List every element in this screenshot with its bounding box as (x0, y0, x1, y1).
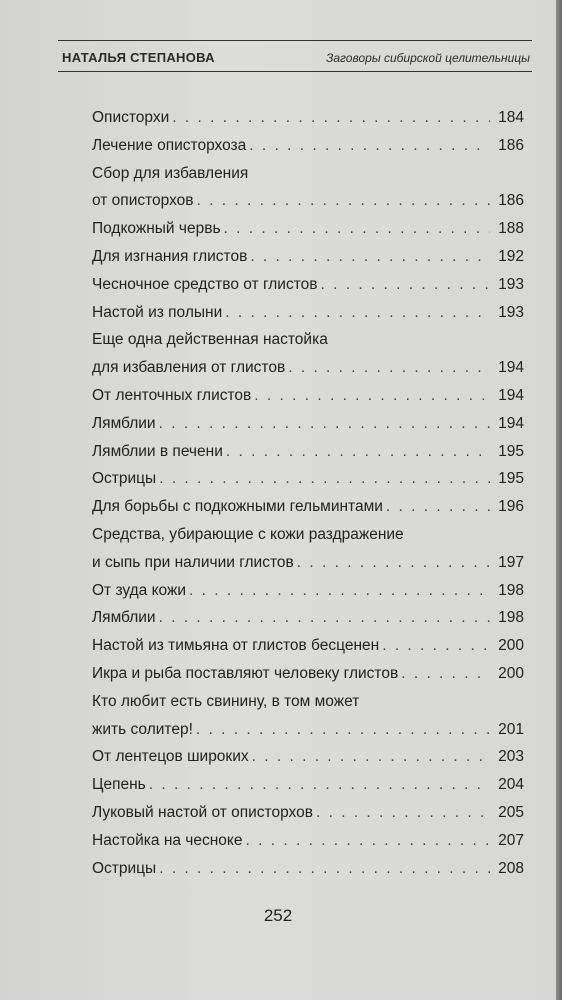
toc-entry (92, 632, 524, 660)
toc-line (92, 632, 524, 660)
toc-line (92, 354, 524, 382)
toc-page-number: 201 (498, 720, 524, 738)
toc-leader-dots (225, 299, 490, 327)
toc-entry-title: для избавления от глистов (92, 359, 286, 377)
toc-entry-title: Описторхи (92, 109, 170, 126)
toc-page-number: 198 (498, 581, 524, 599)
toc-page-number: 196 (498, 498, 524, 516)
toc-leader-dots (159, 465, 490, 493)
toc-line (92, 855, 524, 883)
toc-entry (92, 827, 524, 855)
toc-line (92, 299, 524, 327)
toc-leader-dots (320, 271, 490, 299)
toc-entry-title: Лямблии в печени (92, 442, 223, 460)
toc-entry-title: От зуда кожи (92, 581, 187, 599)
header-book-title: Заговоры сибирской целительницы (325, 51, 530, 65)
toc-entry-title: Еще одна действенная настойка (92, 331, 328, 349)
page-number: 252 (263, 906, 293, 925)
toc-entry-title: От ленточных глистов (92, 386, 252, 404)
toc-entry (92, 799, 524, 827)
toc-entry-title: От лентецов широких (92, 748, 249, 766)
toc-page-number: 208 (498, 859, 524, 877)
toc-entry (92, 771, 524, 799)
toc-entry-title: Чесночное средство от глистов (92, 275, 318, 293)
toc-entry-title: и сыпь при наличии глистов (92, 553, 294, 571)
toc-entry-title: Лямблии (92, 414, 156, 432)
toc-page-number: 205 (498, 803, 524, 821)
page-edge-shadow (556, 0, 562, 1000)
toc-line (92, 326, 524, 354)
toc-line (92, 716, 524, 744)
toc-entry (92, 104, 524, 132)
toc-entry-title: Цепень (92, 776, 146, 794)
toc-leader-dots (197, 187, 490, 215)
toc-line (92, 410, 524, 438)
toc-line (92, 243, 524, 271)
toc-entry-title: от описторхов (92, 192, 194, 210)
toc-entry (92, 855, 524, 883)
toc-line (92, 549, 524, 577)
toc-entry-title: Настой из тимьяна от глистов бесценен (92, 637, 380, 655)
toc-leader-dots (250, 243, 490, 271)
toc-entry-title: Настой из полыни (92, 303, 223, 321)
toc-entry (92, 688, 524, 744)
toc-leader-dots (226, 438, 490, 466)
toc-line (92, 521, 524, 549)
toc-entry-title: Луковый настой от описторхов (92, 803, 313, 821)
toc-entry-title: Острицы (92, 470, 157, 488)
toc-leader-dots (297, 549, 490, 577)
toc-entry (92, 326, 524, 382)
toc-line (92, 688, 524, 716)
toc-leader-dots (386, 493, 490, 521)
toc-leader-dots (382, 632, 490, 660)
toc-leader-dots (196, 716, 490, 744)
toc-page-number: 193 (498, 303, 524, 321)
toc-page-number: 200 (498, 637, 524, 655)
toc-leader-dots (149, 771, 490, 799)
toc-leader-dots (246, 827, 490, 855)
toc-line (92, 493, 524, 521)
toc-page-number: 204 (498, 776, 524, 794)
toc-entry-title: Для изгнания глистов (92, 247, 248, 265)
toc-entry (92, 465, 524, 493)
toc-entry (92, 438, 524, 466)
toc-page-number: 193 (498, 275, 524, 293)
toc-leader-dots (159, 410, 490, 438)
toc-leader-dots (249, 132, 490, 160)
toc-leader-dots (401, 660, 490, 688)
running-header (58, 40, 532, 72)
toc-entry (92, 243, 524, 271)
toc-line (92, 187, 524, 215)
toc-line (92, 771, 524, 799)
header-author: НАТАЛЬЯ СТЕПАНОВА (62, 50, 215, 65)
toc-entry (92, 132, 524, 160)
toc-entry (92, 521, 524, 577)
toc-page-number: 203 (498, 748, 524, 766)
toc-leader-dots (159, 855, 490, 883)
toc-leader-dots (172, 104, 490, 132)
toc-page-number: 192 (498, 247, 524, 265)
toc-line (92, 132, 524, 160)
toc-entry-title: Икра и рыба поставляют человеку глистов (92, 664, 399, 682)
toc-entry-title: Лямблии (92, 609, 156, 627)
toc-leader-dots (224, 215, 490, 243)
toc-leader-dots (189, 577, 490, 605)
toc-line (92, 215, 524, 243)
toc-page-number: 194 (498, 359, 524, 377)
toc-entry (92, 493, 524, 521)
toc-page-number: 195 (498, 442, 524, 460)
toc-page-number: 184 (498, 109, 524, 126)
toc-leader-dots (159, 604, 490, 632)
toc-line (92, 799, 524, 827)
toc-line (92, 382, 524, 410)
toc-entry-title: Острицы (92, 859, 157, 877)
toc-entry (92, 743, 524, 771)
toc-line (92, 160, 524, 188)
toc-entry-title: Лечение описторхоза (92, 136, 247, 154)
toc-line (92, 271, 524, 299)
toc-page-number: 186 (498, 136, 524, 154)
toc-entry (92, 271, 524, 299)
toc-entry-title: Подкожный червь (92, 220, 221, 238)
toc-entry (92, 299, 524, 327)
toc-line (92, 104, 524, 132)
toc-entry (92, 215, 524, 243)
toc-entry-title: Сбор для избавления (92, 164, 249, 182)
toc-entry (92, 160, 524, 216)
toc-entry-title: Средства, убирающие с кожи раздражение (92, 525, 404, 543)
toc-entry-title: Кто любит есть свинину, в том может (92, 692, 360, 710)
toc-entry-title: Настойка на чесноке (92, 831, 243, 849)
toc-page-number: 194 (498, 386, 524, 404)
toc-entry-title: Для борьбы с подкожными гельминтами (92, 498, 383, 516)
toc-line (92, 743, 524, 771)
toc-page-number: 200 (498, 664, 524, 682)
toc-entry (92, 660, 524, 688)
toc-leader-dots (288, 354, 490, 382)
toc-leader-dots (316, 799, 490, 827)
toc-leader-dots (252, 743, 490, 771)
toc-entry (92, 604, 524, 632)
toc-page-number: 188 (498, 220, 524, 238)
toc-line (92, 577, 524, 605)
toc-entry (92, 577, 524, 605)
toc-page-number: 186 (498, 192, 524, 210)
toc-entry (92, 410, 524, 438)
toc-line (92, 438, 524, 466)
toc-entry-title: жить солитер! (92, 720, 193, 738)
toc-line (92, 827, 524, 855)
table-of-contents (92, 104, 524, 882)
toc-entry (92, 382, 524, 410)
toc-page-number: 198 (498, 609, 524, 627)
toc-page-number: 195 (498, 470, 524, 488)
toc-line (92, 604, 524, 632)
toc-line (92, 465, 524, 493)
toc-page-number: 194 (498, 414, 524, 432)
toc-page-number: 197 (498, 553, 524, 571)
toc-page-number: 207 (498, 831, 524, 849)
toc-line (92, 660, 524, 688)
toc-leader-dots (254, 382, 490, 410)
